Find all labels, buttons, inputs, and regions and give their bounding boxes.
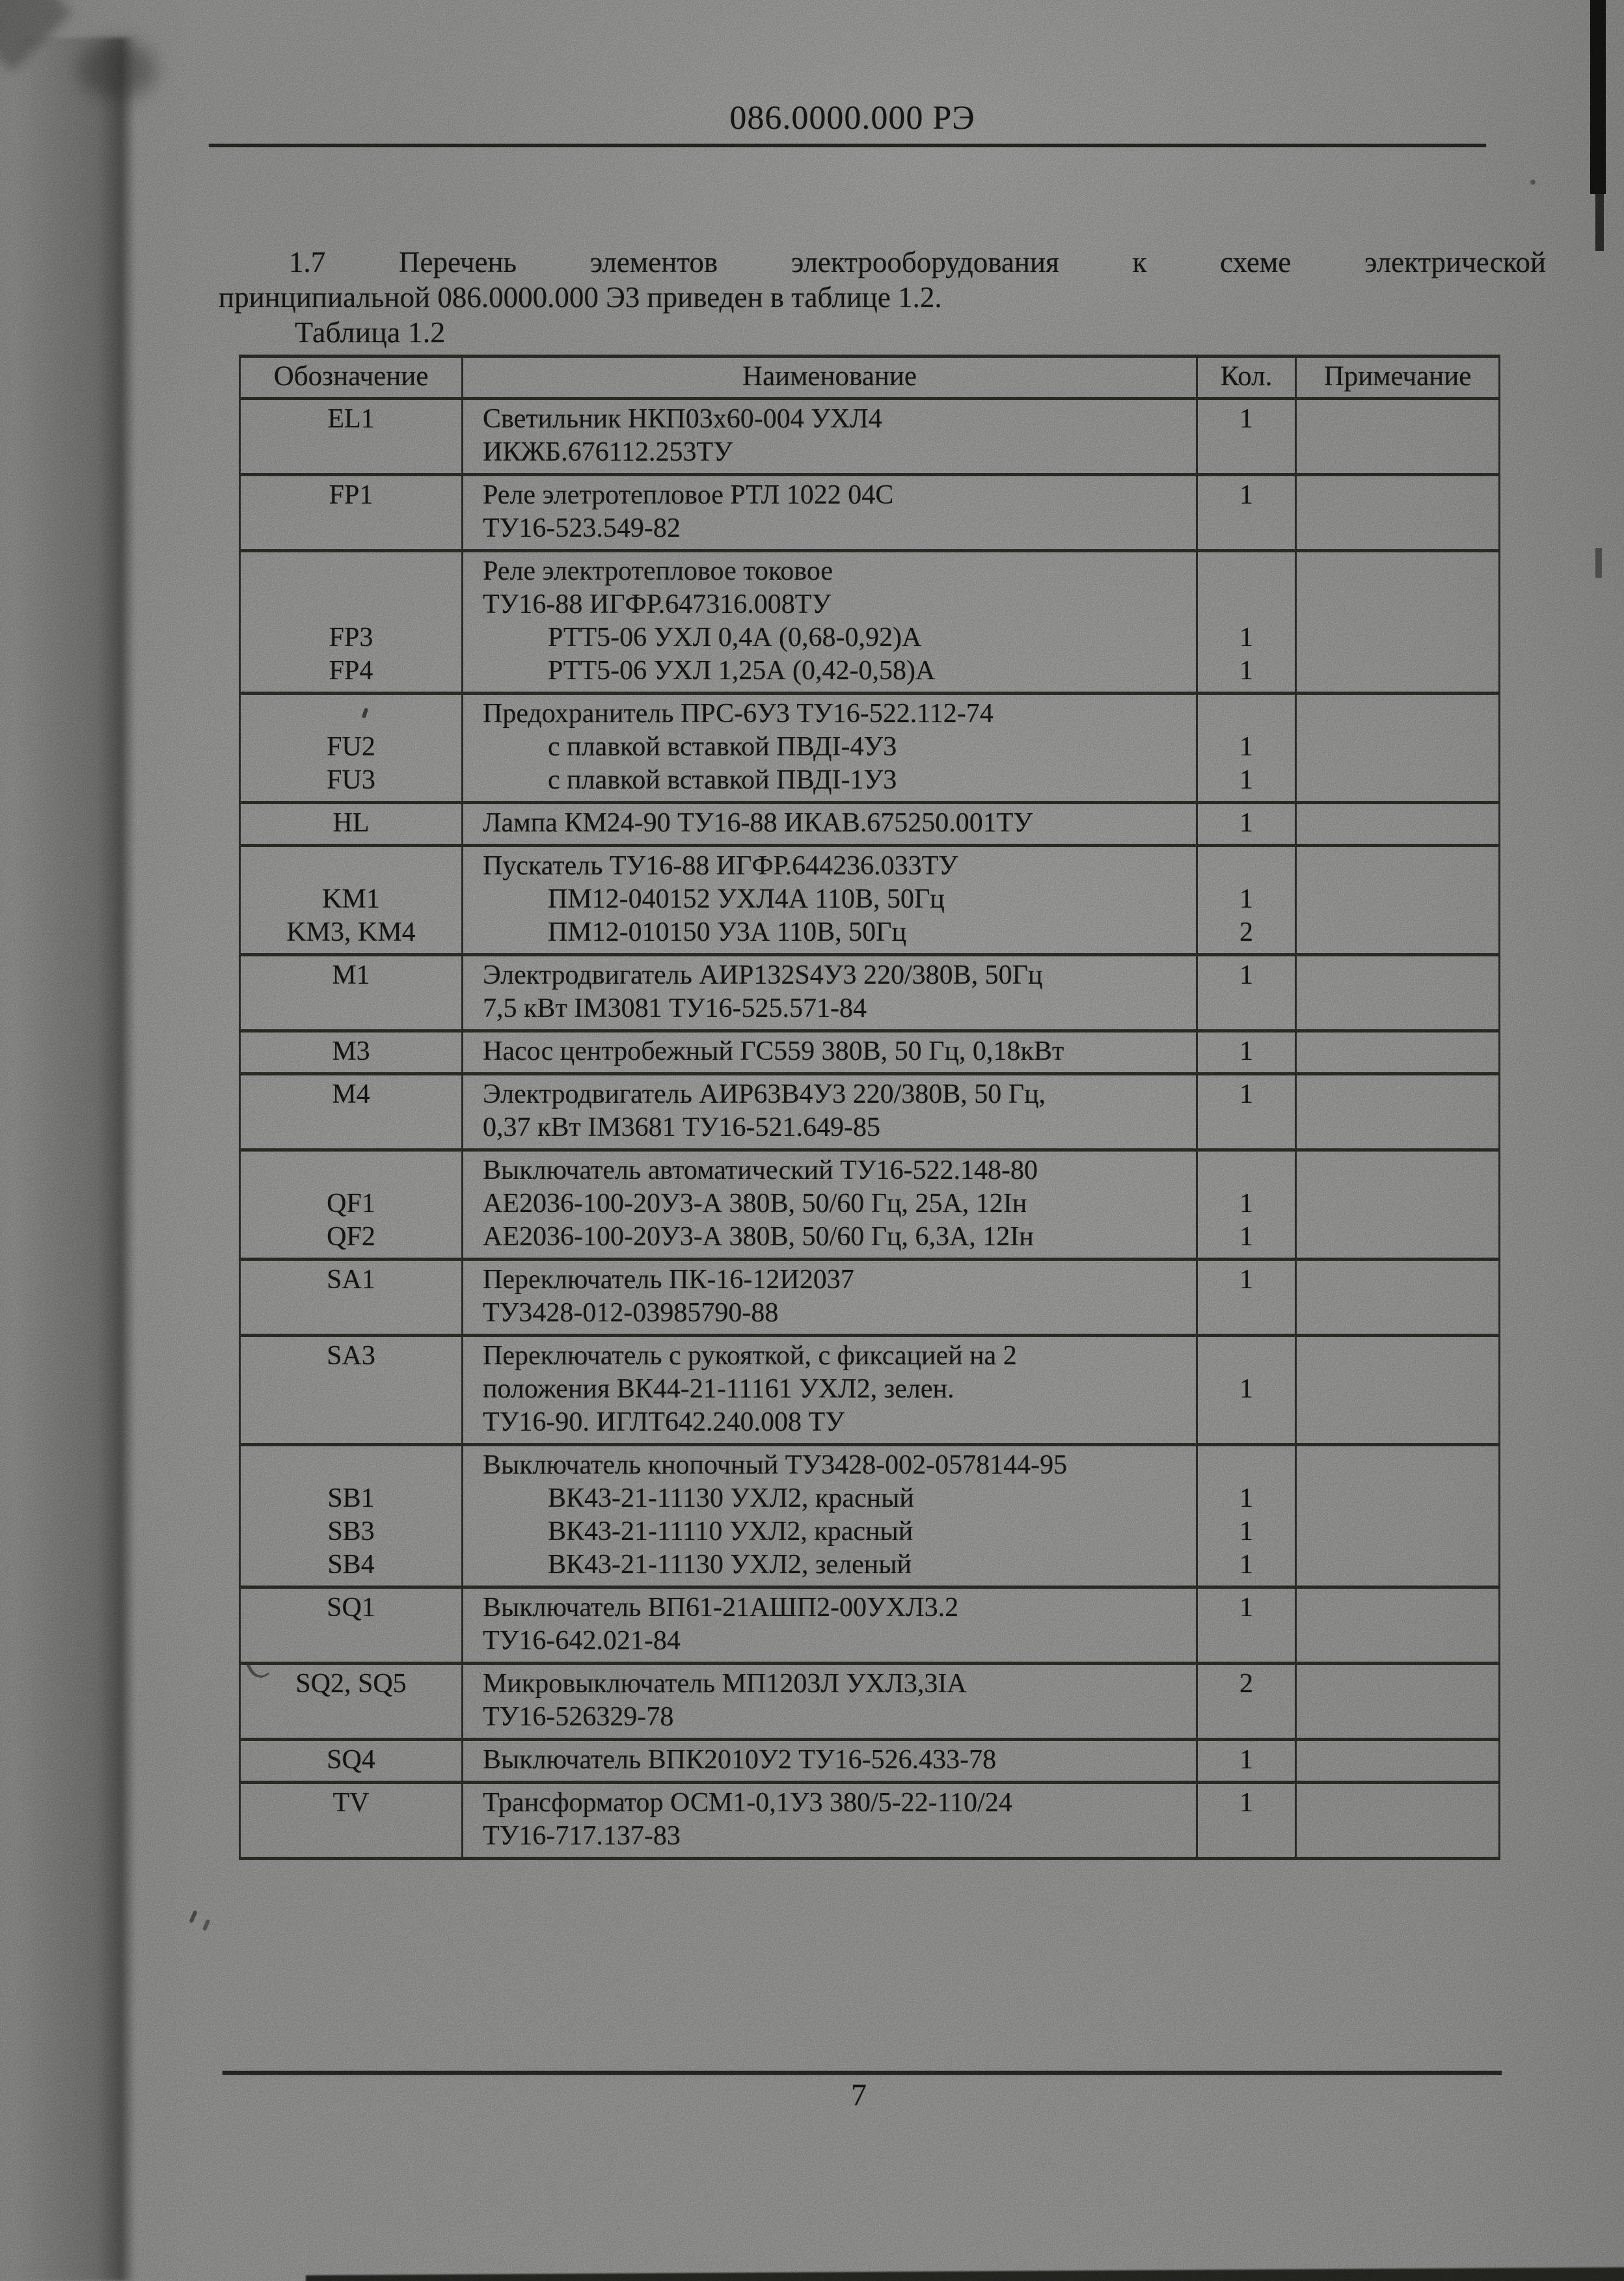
name-text: ВК43-21-11110 УХЛ2, красный — [548, 1517, 914, 1546]
qty-cell — [1197, 1664, 1296, 1740]
note-cell — [1296, 846, 1500, 955]
note-cell — [1296, 1336, 1500, 1445]
name-cell — [463, 1031, 1197, 1074]
intro-paragraph-line: принципиальной 086.0000.000 Э3 приведен в таблице 1.2. — [219, 281, 942, 314]
qty-cell — [1197, 1031, 1296, 1074]
qty-cell — [1197, 1445, 1296, 1587]
table-row — [240, 1587, 1500, 1664]
parts-table — [239, 355, 1500, 1860]
name-text: АЕ2036-100-20У3-А 380В, 50/60 Гц, 25А, 12Iн — [483, 1189, 1027, 1219]
name-text: Электродвигатель АИР63В4У3 220/380В, 50 Гц, — [483, 1079, 1046, 1109]
doc-number: 086.0000.000 РЭ — [729, 100, 975, 137]
name-cell — [463, 1074, 1197, 1150]
note-text — [1297, 655, 1498, 688]
qty-text: 1 — [1239, 1222, 1253, 1252]
note-cell — [1296, 1740, 1500, 1783]
designation-text — [241, 1449, 461, 1482]
note-text — [1297, 1187, 1498, 1221]
qty-text — [1198, 1340, 1295, 1373]
designation-text — [241, 992, 461, 1025]
note-text — [1297, 1297, 1498, 1330]
qty-text: 1 — [1239, 623, 1253, 653]
note-cell — [1296, 803, 1500, 846]
designation-cell — [240, 803, 463, 846]
name-text: ИКЖБ.676112.253ТУ — [483, 437, 733, 467]
qty-text — [1198, 1406, 1295, 1439]
note-text — [1297, 916, 1498, 949]
name-cell — [463, 1587, 1197, 1664]
table-row — [240, 1260, 1500, 1336]
designation-text — [241, 1373, 461, 1406]
name-text: РТТ5-06 УХЛ 1,25А (0,42-0,58)А — [548, 656, 936, 686]
qty-text: 1 — [1239, 960, 1253, 990]
designation-text: SA3 — [327, 1341, 375, 1371]
note-text — [1297, 959, 1498, 992]
qty-cell — [1197, 1260, 1296, 1336]
note-text — [1297, 807, 1498, 840]
designation-text — [241, 697, 461, 731]
name-text: Переключатель ПК-16-12И2037 — [483, 1265, 854, 1295]
name-cell — [463, 399, 1197, 475]
name-text: Выключатель автоматический ТУ16-522.148-80 — [483, 1155, 1038, 1185]
parts-table-body — [240, 399, 1500, 1859]
qty-cell — [1197, 1074, 1296, 1150]
qty-text: 1 — [1239, 1593, 1253, 1623]
qty-text — [1198, 555, 1295, 588]
note-text — [1297, 512, 1498, 545]
col-header-designation: Обозначение — [240, 357, 463, 399]
table-row — [240, 1031, 1500, 1074]
designation-text: FU2 — [327, 732, 375, 762]
table-row — [240, 846, 1500, 955]
intro-paragraph — [219, 245, 1546, 315]
note-cell — [1296, 694, 1500, 803]
qty-text: 2 — [1239, 917, 1253, 947]
qty-text: 1 — [1239, 1079, 1253, 1109]
name-text: ТУ16-717.137-83 — [483, 1821, 681, 1851]
name-text: ПМ12-010150 У3А 110В, 50Гц — [548, 917, 906, 947]
scan-edge-mark — [1595, 548, 1602, 578]
qty-cell — [1197, 846, 1296, 955]
table-row — [240, 1336, 1500, 1445]
designation-text: KM3, KM4 — [286, 917, 416, 947]
qty-text — [1198, 1449, 1295, 1482]
designation-text: FP3 — [329, 623, 373, 653]
designation-text — [241, 1154, 461, 1187]
note-text — [1297, 479, 1498, 512]
table-row — [240, 955, 1500, 1031]
qty-cell — [1197, 803, 1296, 846]
note-text — [1297, 1340, 1498, 1373]
note-text — [1297, 436, 1498, 469]
note-text — [1297, 1111, 1498, 1144]
qty-text: 1 — [1239, 1036, 1253, 1066]
name-text: ТУ16-642.021-84 — [483, 1626, 681, 1656]
name-text: Лампа КМ24-90 ТУ16-88 ИКАВ.675250.001ТУ — [483, 808, 1033, 838]
table-row — [240, 1664, 1500, 1740]
name-text: 0,37 кВт IМ3681 ТУ16-521.649-85 — [483, 1113, 880, 1142]
scan-bottom-edge — [306, 2267, 1624, 2281]
qty-text: 2 — [1239, 1669, 1253, 1699]
note-cell — [1296, 955, 1500, 1031]
table-row — [240, 475, 1500, 551]
scan-edge-mark — [1590, 0, 1606, 194]
qty-text: 1 — [1239, 480, 1253, 510]
qty-text: 1 — [1239, 732, 1253, 762]
qty-text: 1 — [1239, 808, 1253, 838]
designation-cell — [240, 1664, 463, 1740]
qty-text: 1 — [1239, 1483, 1253, 1513]
note-text — [1297, 992, 1498, 1025]
qty-cell — [1197, 955, 1296, 1031]
qty-text: 1 — [1239, 1189, 1253, 1219]
note-text — [1297, 588, 1498, 621]
scan-shadow-blob — [78, 40, 156, 99]
designation-text: FP4 — [329, 656, 373, 686]
qty-text: 1 — [1239, 1550, 1253, 1580]
qty-text — [1198, 1154, 1295, 1187]
name-text: с плавкой вставкой ПВДI-4У3 — [548, 732, 897, 762]
designation-text: SB3 — [327, 1517, 375, 1546]
qty-cell — [1197, 551, 1296, 694]
note-text — [1297, 1667, 1498, 1701]
footer-rule — [223, 2071, 1502, 2075]
note-text — [1297, 1263, 1498, 1297]
qty-text — [1198, 1625, 1295, 1658]
qty-text: 1 — [1239, 404, 1253, 434]
designation-text: SQ2, SQ5 — [295, 1669, 407, 1699]
note-text — [1297, 697, 1498, 731]
note-text — [1297, 1701, 1498, 1734]
name-text: Электродвигатель АИР132S4У3 220/380В, 50Гц — [483, 960, 1043, 990]
name-cell — [463, 551, 1197, 694]
designation-text: SB4 — [327, 1550, 375, 1580]
note-text — [1297, 1482, 1498, 1515]
designation-text: HL — [332, 808, 370, 838]
table-row — [240, 399, 1500, 475]
qty-text — [1198, 1701, 1295, 1734]
name-cell — [463, 955, 1197, 1031]
qty-text — [1198, 1820, 1295, 1853]
designation-text: QF1 — [327, 1189, 375, 1219]
qty-cell — [1197, 1336, 1296, 1445]
qty-text: 1 — [1239, 765, 1253, 795]
name-text: Пускатель ТУ16-88 ИГФР.644236.033ТУ — [483, 851, 958, 881]
note-cell — [1296, 1260, 1500, 1336]
name-text: ТУ16-88 ИГФР.647316.008ТУ — [483, 589, 832, 619]
designation-text: M4 — [332, 1079, 370, 1109]
qty-cell — [1197, 1587, 1296, 1664]
designation-cell — [240, 694, 463, 803]
qty-cell — [1197, 694, 1296, 803]
page-number: 7 — [851, 2078, 867, 2112]
note-text — [1297, 883, 1498, 916]
designation-text: KM1 — [322, 884, 380, 914]
designation-cell — [240, 1336, 463, 1445]
note-text — [1297, 1625, 1498, 1658]
designation-text — [241, 512, 461, 545]
qty-text: 1 — [1239, 1265, 1253, 1295]
qty-text — [1198, 992, 1295, 1025]
note-text — [1297, 1591, 1498, 1625]
note-text — [1297, 764, 1498, 797]
designation-cell — [240, 1074, 463, 1150]
designation-text: SQ1 — [327, 1593, 375, 1623]
qty-text — [1198, 588, 1295, 621]
designation-text: TV — [332, 1788, 370, 1818]
designation-cell — [240, 1031, 463, 1074]
qty-text: 1 — [1239, 884, 1253, 914]
note-cell — [1296, 1783, 1500, 1859]
designation-text: FP1 — [329, 480, 373, 510]
name-text: Выключатель кнопочный ТУ3428-002-0578144-95 — [483, 1450, 1068, 1480]
designation-text: M3 — [332, 1036, 370, 1066]
note-text — [1297, 1373, 1498, 1406]
name-cell — [463, 475, 1197, 551]
name-text: ТУ16-90. ИГЛТ642.240.008 ТУ — [483, 1407, 845, 1437]
name-text: с плавкой вставкой ПВДI-1У3 — [548, 765, 897, 795]
qty-text — [1198, 1111, 1295, 1144]
name-text: Реле элетротепловое РТЛ 1022 04С — [483, 480, 894, 510]
name-cell — [463, 846, 1197, 955]
name-cell — [463, 1783, 1197, 1859]
name-text: ВК43-21-11130 УХЛ2, красный — [548, 1483, 914, 1513]
scan-speck — [189, 1910, 198, 1924]
note-cell — [1296, 1031, 1500, 1074]
designation-text: SA1 — [327, 1265, 375, 1295]
qty-cell — [1197, 1783, 1296, 1859]
note-text — [1297, 1515, 1498, 1548]
designation-text: SB1 — [327, 1483, 375, 1513]
name-cell — [463, 1150, 1197, 1260]
designation-cell — [240, 399, 463, 475]
scan-speck — [1530, 180, 1536, 185]
table-row — [240, 1074, 1500, 1150]
note-cell — [1296, 1150, 1500, 1260]
table-caption: Таблица 1.2 — [295, 316, 446, 349]
table-row — [240, 551, 1500, 694]
table-header-row — [240, 357, 1500, 399]
note-cell — [1296, 475, 1500, 551]
name-cell — [463, 803, 1197, 846]
scan-edge-mark — [1595, 194, 1604, 251]
note-text — [1297, 1744, 1498, 1777]
col-header-note: Примечание — [1296, 357, 1500, 399]
name-text: Переключатель с рукояткой, с фиксацией на 2 — [483, 1341, 1017, 1371]
header-rule — [209, 144, 1486, 147]
designation-text: FU3 — [327, 765, 375, 795]
designation-text — [241, 588, 461, 621]
scan-speck — [202, 1919, 211, 1932]
qty-text — [1198, 697, 1295, 731]
name-text: положения ВК44-21-11161 УХЛ2, зелен. — [483, 1374, 954, 1404]
name-text: ТУ3428-012-03985790-88 — [483, 1298, 779, 1328]
note-text — [1297, 1154, 1498, 1187]
note-text — [1297, 555, 1498, 588]
note-cell — [1296, 399, 1500, 475]
note-text — [1297, 1548, 1498, 1582]
designation-text — [241, 1111, 461, 1144]
designation-cell — [240, 475, 463, 551]
note-text — [1297, 731, 1498, 764]
table-row — [240, 803, 1500, 846]
designation-text — [241, 850, 461, 883]
col-header-qty: Кол. — [1197, 357, 1296, 399]
name-text: ПМ12-040152 УХЛ4А 110В, 50Гц — [548, 884, 945, 914]
designation-text — [241, 436, 461, 469]
qty-cell — [1197, 475, 1296, 551]
table-row — [240, 1740, 1500, 1783]
note-text — [1297, 621, 1498, 655]
designation-text — [241, 1701, 461, 1734]
name-cell — [463, 1260, 1197, 1336]
note-text — [1297, 1406, 1498, 1439]
designation-cell — [240, 1260, 463, 1336]
name-text: Выключатель ВП61-21АШП2-00УХЛ3.2 — [483, 1593, 959, 1623]
qty-text: 1 — [1239, 1517, 1253, 1546]
qty-text: 1 — [1239, 656, 1253, 686]
note-text — [1297, 1221, 1498, 1254]
table-row — [240, 1445, 1500, 1587]
name-cell — [463, 1336, 1197, 1445]
note-cell — [1296, 551, 1500, 694]
name-text: РТТ5-06 УХЛ 0,4А (0,68-0,92)А — [548, 623, 922, 653]
note-text — [1297, 850, 1498, 883]
name-text: 7,5 кВт IМ3081 ТУ16-525.571-84 — [483, 993, 867, 1023]
qty-text: 1 — [1239, 1374, 1253, 1404]
qty-text — [1198, 436, 1295, 469]
table-row — [240, 694, 1500, 803]
designation-text: EL1 — [327, 404, 375, 434]
qty-text: 1 — [1239, 1745, 1253, 1775]
qty-cell — [1197, 1740, 1296, 1783]
note-text — [1297, 1787, 1498, 1820]
scan-shadow-band — [16, 38, 135, 2281]
note-text — [1297, 403, 1498, 436]
designation-text — [241, 1820, 461, 1853]
name-text: Выключатель ВПК2010У2 ТУ16-526.433-78 — [483, 1745, 997, 1775]
designation-cell — [240, 1150, 463, 1260]
designation-cell — [240, 1445, 463, 1587]
note-text — [1297, 1078, 1498, 1111]
name-text: Насос центробежный ГС559 380В, 50 Гц, 0,18кВт — [483, 1036, 1064, 1066]
name-text: ТУ16-523.549-82 — [483, 513, 681, 543]
designation-cell — [240, 1783, 463, 1859]
name-text: Предохранитель ПРС-6У3 ТУ16-522.112-74 — [483, 699, 994, 729]
note-text — [1297, 1820, 1498, 1853]
name-text: Реле электротепловое токовое — [483, 556, 833, 586]
designation-cell — [240, 846, 463, 955]
qty-text — [1198, 1297, 1295, 1330]
note-cell — [1296, 1445, 1500, 1587]
name-text: ТУ16-526329-78 — [483, 1702, 674, 1732]
designation-text: QF2 — [327, 1222, 375, 1252]
name-cell — [463, 1664, 1197, 1740]
designation-text: M1 — [332, 960, 370, 990]
table-row — [240, 1783, 1500, 1859]
note-text — [1297, 1035, 1498, 1068]
qty-text — [1198, 850, 1295, 883]
note-cell — [1296, 1587, 1500, 1664]
note-cell — [1296, 1664, 1500, 1740]
qty-text: 1 — [1239, 1788, 1253, 1818]
col-header-name: Наименование — [463, 357, 1197, 399]
designation-text — [241, 1625, 461, 1658]
designation-text — [241, 1297, 461, 1330]
qty-cell — [1197, 1150, 1296, 1260]
name-text: АЕ2036-100-20У3-А 380В, 50/60 Гц, 6,3А, 12Iн — [483, 1222, 1034, 1252]
designation-cell — [240, 1740, 463, 1783]
designation-text: SQ4 — [327, 1745, 375, 1775]
name-cell — [463, 694, 1197, 803]
name-text: Микровыключатель МП1203Л УХЛ3,3IА — [483, 1669, 967, 1699]
designation-text — [241, 1406, 461, 1439]
name-text: Трансформатор ОСМ1-0,1У3 380/5-22-110/24 — [483, 1788, 1012, 1818]
intro-paragraph-line: 1.7 Перечень элементов электрооборудования к схеме электрической — [289, 246, 1546, 278]
note-cell — [1296, 1074, 1500, 1150]
designation-cell — [240, 955, 463, 1031]
name-cell — [463, 1445, 1197, 1587]
designation-text — [241, 555, 461, 588]
qty-cell — [1197, 399, 1296, 475]
name-text: Светильник НКП03х60-004 УХЛ4 — [483, 404, 882, 434]
designation-cell — [240, 551, 463, 694]
designation-cell — [240, 1587, 463, 1664]
name-cell — [463, 1740, 1197, 1783]
table-row — [240, 1150, 1500, 1260]
note-text — [1297, 1449, 1498, 1482]
qty-text — [1198, 512, 1295, 545]
name-text: ВК43-21-11130 УХЛ2, зеленый — [548, 1550, 912, 1580]
